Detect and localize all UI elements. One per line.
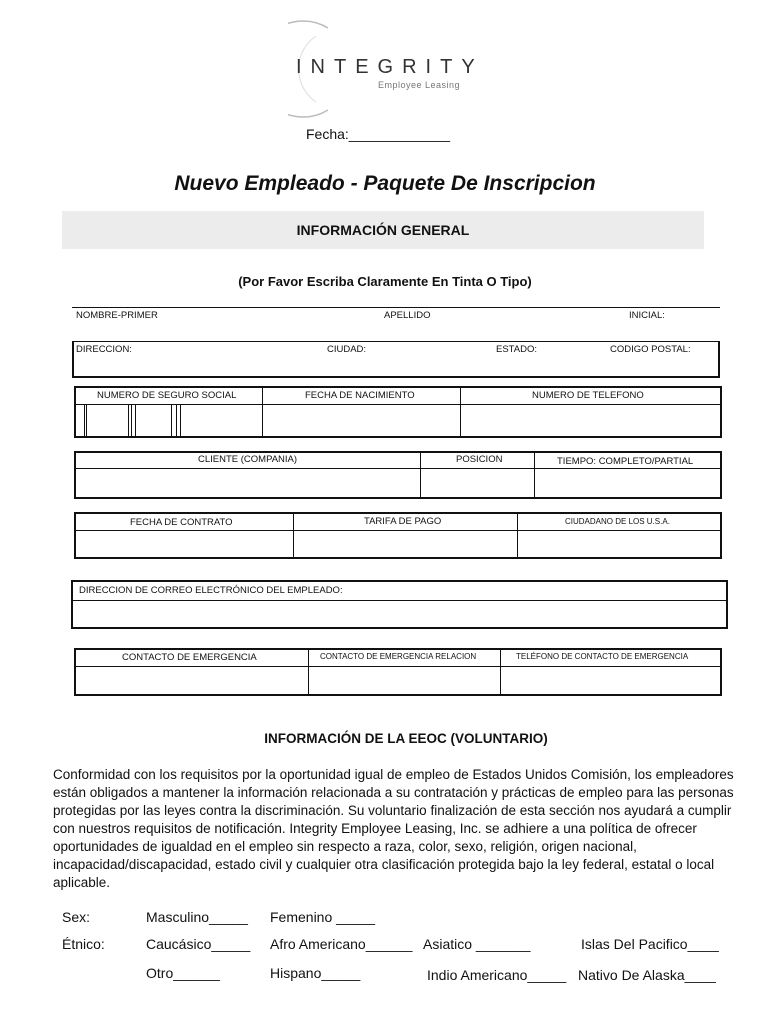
row4-divider-2: [534, 451, 535, 499]
instructions: (Por Favor Escriba Claramente En Tinta O Tipo): [238, 274, 532, 289]
row2-top-rule: [72, 341, 720, 342]
row5-header-rule: [74, 530, 722, 531]
relacion-label: CONTACTO DE EMERGENCIA RELACION: [320, 652, 477, 661]
contrato-label: FECHA DE CONTRATO: [130, 517, 233, 528]
row1-top-rule: [72, 307, 720, 308]
direccion-label: DIRECCION:: [76, 344, 132, 355]
logo-wordmark: INTEGRITY: [296, 56, 484, 78]
femenino-option[interactable]: Femenino _____: [270, 909, 376, 925]
inicial-label: INICIAL:: [629, 310, 665, 321]
row7-divider-2: [500, 648, 501, 696]
eeoc-heading: INFORMACIÓN DE LA EEOC (VOLUNTARIO): [264, 731, 548, 746]
ssn-digit-rule: [171, 404, 172, 438]
row7-header-rule: [74, 666, 722, 667]
ssn-digit-rule: [128, 404, 129, 438]
codigo-postal-label: CODIGO POSTAL:: [610, 344, 691, 355]
row7-divider-1: [308, 648, 309, 696]
islas-pacifico-option[interactable]: Islas Del Pacifico____: [581, 936, 719, 952]
ssn-digit-rule: [86, 404, 87, 438]
row4-divider-1: [420, 451, 421, 499]
tiempo-label: TIEMPO: COMPLETO/PARTIAL: [557, 456, 694, 467]
masculino-option[interactable]: Masculino_____: [146, 909, 248, 925]
row5-divider-1: [293, 512, 294, 559]
cliente-label: CLIENTE (COMPANIA): [198, 454, 298, 465]
row3-divider-2: [460, 386, 461, 438]
caucasico-option[interactable]: Caucásico_____: [146, 936, 251, 952]
row3-divider-1: [262, 386, 263, 438]
correo-label: DIRECCION DE CORREO ELECTRÓNICO DEL EMPLEADO:: [79, 585, 343, 596]
tel-emergencia-label: TELÉFONO DE CONTACTO DE EMERGENCIA: [516, 652, 689, 661]
row2-bottom-rule: [72, 376, 720, 378]
ssn-digit-rule: [84, 404, 85, 438]
section-heading-general: INFORMACIÓN GENERAL: [296, 222, 470, 238]
otro-option[interactable]: Otro______: [146, 965, 220, 981]
telefono-label: NUMERO DE TELEFONO: [532, 390, 644, 401]
row5-divider-2: [517, 512, 518, 559]
ssn-digit-rule: [180, 404, 181, 438]
ssn-digit-rule: [176, 404, 177, 438]
nacimiento-label: FECHA DE NACIMIENTO: [305, 390, 415, 401]
page-title: Nuevo Empleado - Paquete De Inscripcion: [174, 172, 596, 195]
section-band-general: [62, 211, 704, 249]
asiatico-option[interactable]: Asiatico _______: [423, 936, 531, 952]
etnico-label: Étnico:: [62, 936, 105, 952]
tarifa-label: TARIFA DE PAGO: [364, 516, 442, 527]
posicion-label: POSICION: [456, 454, 503, 465]
sex-label: Sex:: [62, 909, 91, 925]
ciudad-label: CIUDAD:: [327, 344, 367, 355]
ssn-label: NUMERO DE SEGURO SOCIAL: [97, 390, 237, 401]
row2-right-rule: [718, 341, 720, 377]
logo-subtitle: Employee Leasing: [378, 80, 461, 90]
estado-label: ESTADO:: [496, 344, 537, 355]
eeoc-paragraph: Conformidad con los requisitos por la oportunidad igual de empleo de Estados Unidos Comisión, los empleadores están obligados a mantener la información relacionada a su contratación y prácticas de empleo para las personas protegidas por las leyes contra la discriminación. Su voluntario finalización de esta sección nos ayudará a cumplir con nuestros requisitos de notificación. Integrity Employee Leasing, Inc. se adhiere a una política de ofrecer oportunidades de igualdad en el empleo sin respecto a raza, color, sexo, religión, origen nacional, incapacidad/discapacidad, estado civil y cualquier otra clasificación protegida bajo la ley federal, estatal o local aplicable.: [53, 767, 734, 890]
nombre-label: NOMBRE-PRIMER: [76, 310, 158, 321]
indio-americano-option[interactable]: Indio Americano_____: [427, 967, 567, 983]
hispano-option[interactable]: Hispano_____: [270, 965, 361, 981]
row2-left-rule: [72, 341, 74, 377]
nativo-alaska-option[interactable]: Nativo De Alaska____: [578, 967, 716, 983]
row6-header-rule: [71, 600, 728, 601]
ciudadano-label: CIUDADANO DE LOS U.S.A.: [565, 517, 670, 526]
ssn-digit-rule: [131, 404, 132, 438]
row4-header-rule: [74, 468, 722, 469]
apellido-label: APELLIDO: [384, 310, 431, 321]
fecha-field[interactable]: Fecha:_____________: [306, 126, 451, 142]
ssn-digit-rule: [135, 404, 136, 438]
contacto-label: CONTACTO DE EMERGENCIA: [122, 652, 257, 663]
afro-americano-option[interactable]: Afro Americano______: [270, 936, 413, 952]
